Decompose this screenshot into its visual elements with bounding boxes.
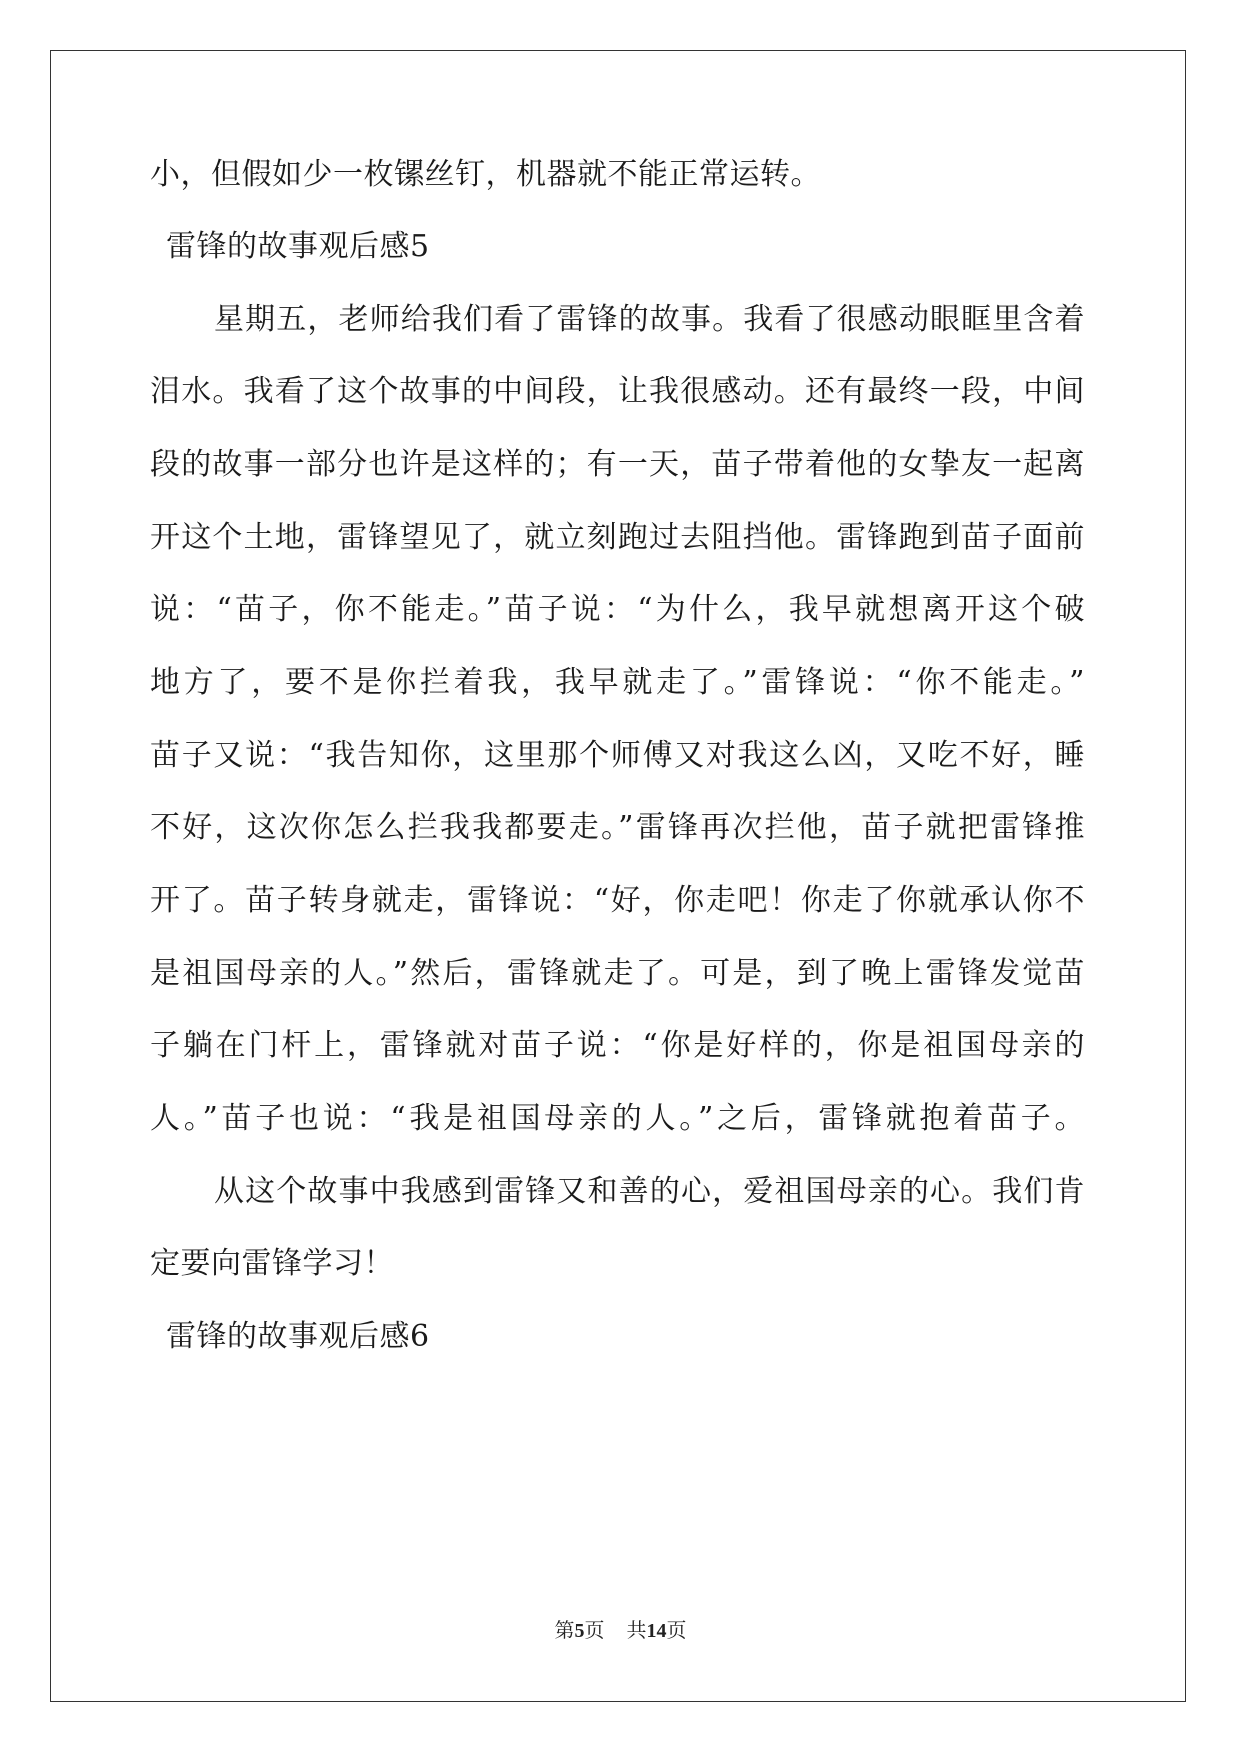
paragraph-line: 小，但假如少一枚镙丝钉，机器就不能正常运转。 (150, 157, 821, 192)
total-prefix: 共 (626, 1618, 647, 1642)
paragraph-line: 人。”苗子也说：“我是祖国母亲的人。”之后，雷锋就抱着苗子。 (150, 1101, 1085, 1136)
paragraph-line: 苗子又说：“我告知你，这里那个师傅又对我这么凶，又吃不好，睡 (150, 738, 1085, 773)
paragraph-line: 段的故事一部分也许是这样的；有一天，苗子带着他的女挚友一起离 (150, 447, 1085, 482)
total-suffix: 页 (666, 1618, 687, 1642)
paragraph-line: 不好，这次你怎么拦我我都要走。”雷锋再次拦他，苗子就把雷锋推 (150, 810, 1085, 845)
section-heading: 雷锋的故事观后感6 (166, 1319, 430, 1354)
paragraph-line: 泪水。我看了这个故事的中间段，让我很感动。还有最终一段，中间 (150, 374, 1085, 409)
paragraph-line: 是祖国母亲的人。”然后，雷锋就走了。可是，到了晚上雷锋发觉苗 (150, 956, 1085, 991)
paragraph-line: 子躺在门杆上，雷锋就对苗子说：“你是好样的，你是祖国母亲的 (150, 1028, 1085, 1063)
page-footer (0, 1618, 1241, 1643)
paragraph-line: 星期五，老师给我们看了雷锋的故事。我看了很感动眼眶里含着 (214, 302, 1085, 337)
paragraph-line: 开这个土地，雷锋望见了，就立刻跑过去阻挡他。雷锋跑到苗子面前 (150, 520, 1085, 555)
page-border (50, 50, 1186, 1702)
page-suffix: 页 (584, 1618, 605, 1642)
paragraph-line: 地方了，要不是你拦着我，我早就走了。”雷锋说：“你不能走。” (150, 665, 1085, 700)
page-number: 5 (574, 1620, 585, 1642)
page-prefix: 第 (554, 1618, 575, 1642)
paragraph-line: 定要向雷锋学习！ (150, 1246, 394, 1281)
total-pages: 14 (646, 1620, 667, 1642)
paragraph-line: 开了。苗子转身就走，雷锋说：“好，你走吧！你走了你就承认你不 (150, 883, 1085, 918)
section-heading: 雷锋的故事观后感5 (166, 229, 430, 264)
paragraph-line: 说：“苗子，你不能走。”苗子说：“为什么，我早就想离开这个破 (150, 592, 1085, 627)
paragraph-line: 从这个故事中我感到雷锋又和善的心，爱祖国母亲的心。我们肯 (214, 1174, 1085, 1209)
